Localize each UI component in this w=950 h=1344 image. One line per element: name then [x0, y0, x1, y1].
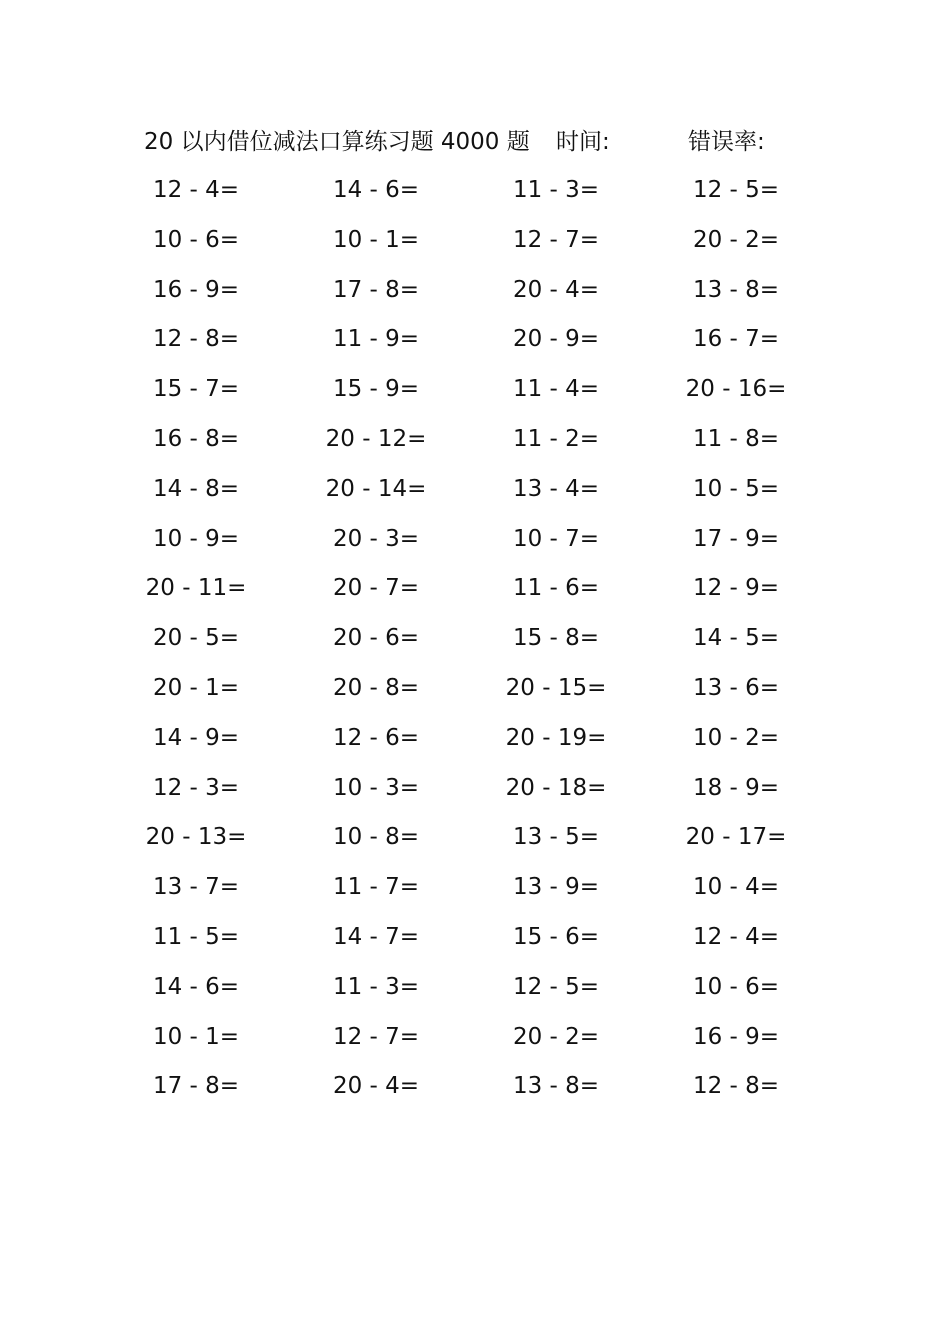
problem-row — [0, 222, 950, 272]
subtraction-problem: 20 - 11= — [145, 575, 247, 602]
subtraction-problem: 12 - 7= — [332, 1023, 420, 1050]
problem-row — [0, 670, 950, 720]
subtraction-problem: 20 - 14= — [325, 475, 427, 502]
subtraction-problem: 11 - 5= — [152, 923, 240, 950]
problem-row — [0, 919, 950, 969]
subtraction-problem: 20 - 9= — [512, 326, 600, 353]
subtraction-problem: 12 - 7= — [512, 226, 600, 253]
subtraction-problem: 20 - 4= — [332, 1073, 420, 1100]
subtraction-problem: 17 - 9= — [692, 525, 780, 552]
subtraction-problem: 15 - 8= — [512, 625, 600, 652]
subtraction-problem: 12 - 3= — [152, 774, 240, 801]
subtraction-problem: 11 - 4= — [512, 376, 600, 403]
subtraction-problem: 20 - 4= — [512, 276, 600, 303]
subtraction-problem: 15 - 9= — [332, 376, 420, 403]
subtraction-problem: 12 - 8= — [152, 326, 240, 353]
subtraction-problem: 10 - 7= — [512, 525, 600, 552]
subtraction-problem: 20 - 15= — [505, 674, 607, 701]
subtraction-problem: 14 - 7= — [332, 923, 420, 950]
subtraction-problem: 11 - 2= — [512, 425, 600, 452]
subtraction-problem: 20 - 2= — [692, 226, 780, 253]
problem-row — [0, 521, 950, 571]
subtraction-problem: 20 - 1= — [152, 674, 240, 701]
subtraction-problem: 11 - 3= — [332, 973, 420, 1000]
subtraction-problem: 20 - 17= — [685, 824, 787, 851]
problem-row — [0, 869, 950, 919]
subtraction-problem: 10 - 9= — [152, 525, 240, 552]
problem-row — [0, 819, 950, 869]
subtraction-problem: 12 - 8= — [692, 1073, 780, 1100]
subtraction-problem: 20 - 13= — [145, 824, 247, 851]
problem-row — [0, 321, 950, 371]
subtraction-problem: 13 - 8= — [692, 276, 780, 303]
subtraction-problem: 13 - 6= — [692, 674, 780, 701]
subtraction-problem: 10 - 6= — [152, 226, 240, 253]
subtraction-problem: 20 - 6= — [332, 625, 420, 652]
subtraction-problem: 11 - 9= — [332, 326, 420, 353]
subtraction-problem: 14 - 8= — [152, 475, 240, 502]
problem-row — [0, 172, 950, 222]
subtraction-problem: 17 - 8= — [332, 276, 420, 303]
problem-row — [0, 1019, 950, 1069]
problem-grid — [0, 172, 950, 1118]
worksheet-title: 20 以内借位减法口算练习题 4000 题 — [144, 129, 530, 155]
subtraction-problem: 20 - 16= — [685, 376, 787, 403]
subtraction-problem: 20 - 8= — [332, 674, 420, 701]
problem-row — [0, 421, 950, 471]
subtraction-problem: 16 - 9= — [152, 276, 240, 303]
subtraction-problem: 16 - 9= — [692, 1023, 780, 1050]
problem-row — [0, 371, 950, 421]
subtraction-problem: 13 - 5= — [512, 824, 600, 851]
problem-row — [0, 969, 950, 1019]
subtraction-problem: 14 - 5= — [692, 625, 780, 652]
subtraction-problem: 16 - 7= — [692, 326, 780, 353]
subtraction-problem: 14 - 6= — [152, 973, 240, 1000]
subtraction-problem: 13 - 9= — [512, 874, 600, 901]
subtraction-problem: 12 - 5= — [692, 177, 780, 203]
subtraction-problem: 20 - 5= — [152, 625, 240, 652]
subtraction-problem: 12 - 4= — [692, 923, 780, 950]
problem-row — [0, 720, 950, 770]
subtraction-problem: 10 - 4= — [692, 874, 780, 901]
subtraction-problem: 12 - 6= — [332, 724, 420, 751]
problem-row — [0, 570, 950, 620]
subtraction-problem: 20 - 3= — [332, 525, 420, 552]
subtraction-problem: 20 - 12= — [325, 425, 427, 452]
subtraction-problem: 10 - 1= — [332, 226, 420, 253]
problem-row — [0, 1068, 950, 1118]
subtraction-problem: 10 - 8= — [332, 824, 420, 851]
subtraction-problem: 10 - 6= — [692, 973, 780, 1000]
subtraction-problem: 12 - 9= — [692, 575, 780, 602]
subtraction-problem: 12 - 4= — [152, 177, 240, 203]
subtraction-problem: 17 - 8= — [152, 1073, 240, 1100]
problem-row — [0, 620, 950, 670]
subtraction-problem: 11 - 8= — [692, 425, 780, 452]
subtraction-problem: 12 - 5= — [512, 973, 600, 1000]
subtraction-problem: 10 - 5= — [692, 475, 780, 502]
subtraction-problem: 13 - 7= — [152, 874, 240, 901]
problem-row — [0, 471, 950, 521]
subtraction-problem: 20 - 7= — [332, 575, 420, 602]
subtraction-problem: 10 - 1= — [152, 1023, 240, 1050]
problem-row — [0, 272, 950, 322]
subtraction-problem: 20 - 2= — [512, 1023, 600, 1050]
subtraction-problem: 11 - 3= — [512, 177, 600, 203]
subtraction-problem: 14 - 9= — [152, 724, 240, 751]
subtraction-problem: 13 - 4= — [512, 475, 600, 502]
problem-row — [0, 770, 950, 820]
subtraction-problem: 13 - 8= — [512, 1073, 600, 1100]
worksheet-header — [144, 124, 844, 160]
subtraction-problem: 18 - 9= — [692, 774, 780, 801]
subtraction-problem: 20 - 19= — [505, 724, 607, 751]
subtraction-problem: 11 - 6= — [512, 575, 600, 602]
subtraction-problem: 20 - 18= — [505, 774, 607, 801]
error-rate-label: 错误率: — [688, 129, 765, 155]
subtraction-problem: 15 - 6= — [512, 923, 600, 950]
subtraction-problem: 10 - 2= — [692, 724, 780, 751]
subtraction-problem: 10 - 3= — [332, 774, 420, 801]
subtraction-problem: 11 - 7= — [332, 874, 420, 901]
time-label: 时间: — [556, 129, 610, 155]
subtraction-problem: 15 - 7= — [152, 376, 240, 403]
subtraction-problem: 14 - 6= — [332, 177, 420, 203]
subtraction-problem: 16 - 8= — [152, 425, 240, 452]
